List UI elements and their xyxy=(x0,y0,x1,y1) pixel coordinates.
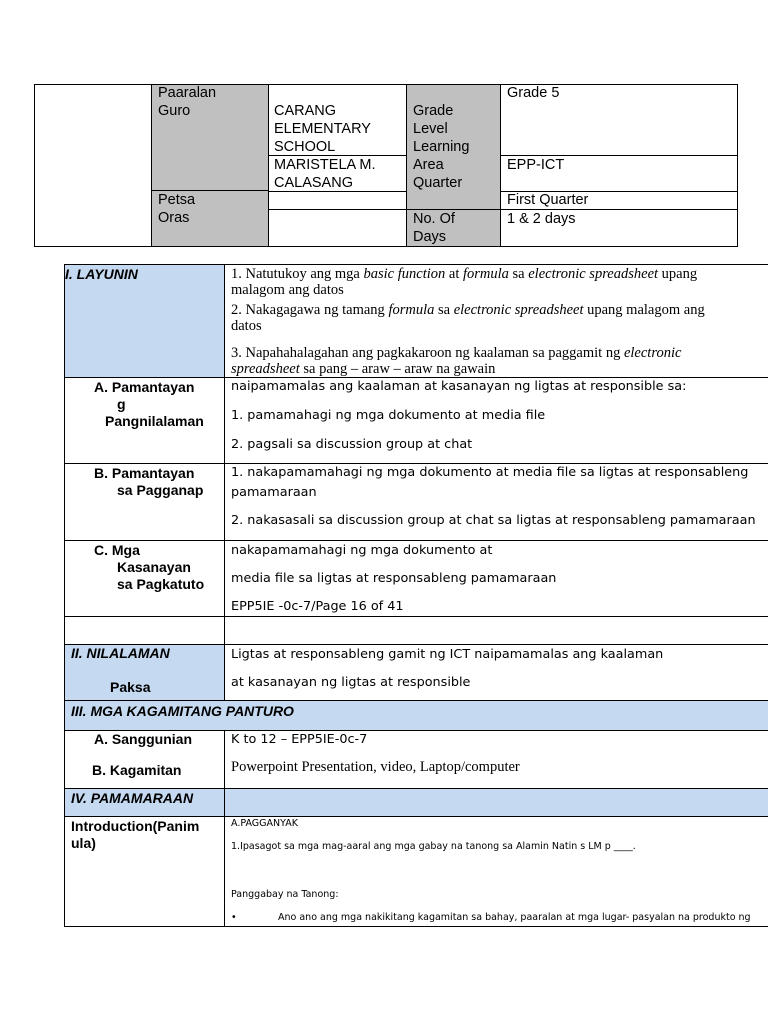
pamantayan-pangnilalaman-label: A. Pamantayan g Pangnilalaman xyxy=(94,379,204,429)
layunin-heading: I. LAYUNIN xyxy=(65,266,138,282)
days-value: 1 & 2 days xyxy=(507,211,576,227)
grade-value: Grade 5 xyxy=(507,85,560,101)
kasanayan-line-2: media file sa ligtas at responsableng pamamaraan xyxy=(231,571,557,586)
petsa-label: Petsa xyxy=(158,192,196,208)
grade-level-label: Grade Level Learning Area Quarter xyxy=(413,103,470,191)
objective-1: 1. Natutukoy ang mga basic function at formula sa electronic spreadsheet upang malagom ang datos xyxy=(231,266,698,298)
gabay-heading: Panggabay na Tanong: xyxy=(231,889,339,900)
paaralan-label: Paaralan xyxy=(158,85,217,101)
pamantayan-pangnilalaman-line-2: 1. pamamahagi ng mga dokumento at media file xyxy=(231,408,546,423)
kagamitan-heading: III. MGA KAGAMITANG PANTURO xyxy=(71,703,294,719)
kagamitan-label: B. Kagamitan xyxy=(92,762,182,778)
sanggunian-label: A. Sanggunian xyxy=(94,731,192,747)
teacher-name: MARISTELA M. CALASANG xyxy=(274,157,376,191)
guro-label: Guro xyxy=(158,103,191,119)
pamantayan-pagganap-label: B. Pamantayan sa Pagganap xyxy=(94,465,204,498)
sanggunian-value: K to 12 – EPP5IE-0c-7 xyxy=(231,732,368,747)
pamantayan-pagganap-line-1: 1. nakapamamahagi ng mga dokumento at media file sa ligtas at responsableng xyxy=(231,465,749,480)
kasanayan-label: C. Mga Kasanayan sa Pagkatuto xyxy=(94,542,205,592)
pamantayan-pagganap-line-2: pamamaraan xyxy=(231,485,317,500)
paksa-label: Paksa xyxy=(110,679,151,695)
kasanayan-line-1: nakapamamahagi ng mga dokumento at xyxy=(231,543,493,558)
objective-2: 2. Nakagagawa ng tamang formula sa electronic spreadsheet upang malagom ang datos xyxy=(231,302,705,334)
learning-area-value: EPP-ICT xyxy=(507,157,565,173)
school-name: CARANG ELEMENTARY SCHOOL xyxy=(274,103,371,155)
days-label: No. Of Days xyxy=(413,211,455,245)
oras-label: Oras xyxy=(158,210,190,226)
nilalaman-line-2: at kasanayan ng ligtas at responsible xyxy=(231,675,471,690)
pamantayan-pangnilalaman-line-1: naipamamalas ang kaalaman at kasanayan ng ligtas at responsible sa: xyxy=(231,379,687,394)
pagganyak-heading: A.PAGGANYAK xyxy=(231,818,298,829)
pagganyak-instruction: 1.Ipasagot sa mga mag-aaral ang mga gabay na tanong sa Alamin Natin s LM p ____. xyxy=(231,841,636,852)
kagamitan-value: Powerpoint Presentation, video, Laptop/computer xyxy=(231,759,520,775)
introduction-label: Introduction(Panim ula) xyxy=(71,818,200,851)
bullet-icon: • xyxy=(231,912,237,923)
objective-3: 3. Napahahalagahan ang pagkakaroon ng kaalaman sa paggamit ng electronic spreadsheet sa pang – araw – araw na gawain xyxy=(231,345,682,377)
pamantayan-pangnilalaman-line-3: 2. pagsali sa discussion group at chat xyxy=(231,437,473,452)
quarter-value: First Quarter xyxy=(507,192,589,208)
guide-question: Ano ano ang mga nakikitang kagamitan sa bahay, paaralan at mga lugar- pasyalan na produkto ng xyxy=(278,912,751,923)
pamamaraan-heading: IV. PAMAMARAAN xyxy=(71,790,194,806)
nilalaman-line-1: Ligtas at responsableng gamit ng ICT naipamamalas ang kaalaman xyxy=(231,647,664,662)
pamantayan-pagganap-line-3: 2. nakasasali sa discussion group at chat sa ligtas at responsableng pamamaraan xyxy=(231,513,756,528)
kasanayan-code: EPP5IE -0c-7/Page 16 of 41 xyxy=(231,599,404,614)
nilalaman-heading: II. NILALAMAN xyxy=(71,645,170,661)
